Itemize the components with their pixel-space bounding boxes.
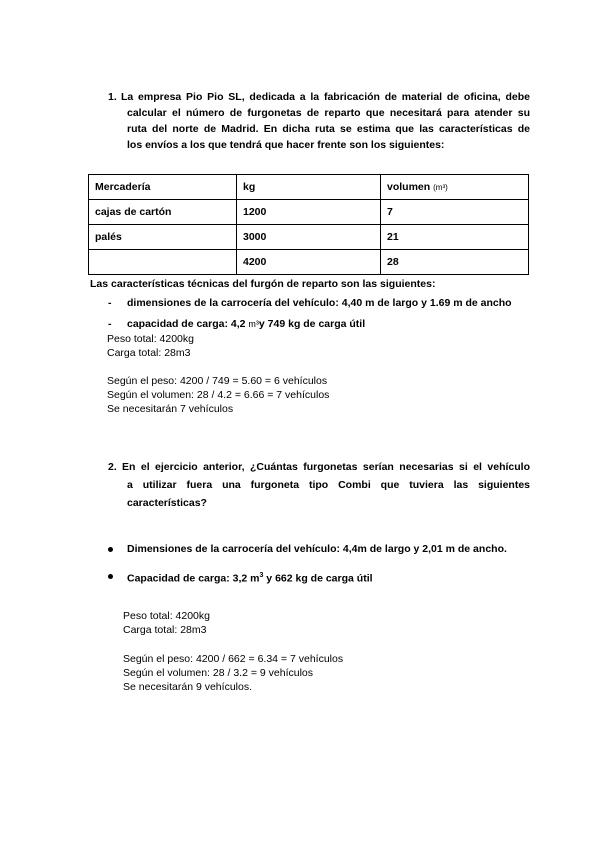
table-cell: 28 (381, 250, 529, 275)
table-cell: 21 (381, 225, 529, 250)
answer-2-segun-volumen: Según el volumen: 28 / 3.2 = 9 vehículos (123, 667, 313, 679)
capacity-text-2: y 749 kg de carga útil (258, 318, 366, 330)
table-row (89, 250, 529, 275)
answer-1-segun-volumen: Según el volumen: 28 / 4.2 = 6.66 = 7 vehículos (107, 389, 330, 401)
dash-bullet: - (108, 297, 112, 309)
answer-2-conclusion: Se necesitarán 9 vehículos. (123, 681, 252, 693)
dash-bullet: - (108, 318, 112, 330)
features-2-item-2 (127, 569, 373, 586)
features-1-item-1: dimensiones de la carrocería del vehículo: 4,40 m de largo y 1.69 m de ancho (127, 297, 512, 309)
table-row (89, 200, 529, 225)
question-1-line-2: calcular el número de furgonetas de reparto que necesitará para atender su (127, 107, 530, 119)
capacity-text: Capacidad de carga: 3,2 m (127, 572, 260, 585)
question-2-number: 2. (108, 461, 117, 473)
shipments-table (88, 174, 529, 275)
table-cell: 3000 (237, 225, 381, 250)
capacity-unit: m³ (248, 319, 259, 329)
question-1-line-1: La empresa Pio Pio SL, dedicada a la fabricación de material de oficina, debe (121, 91, 530, 103)
answer-1-peso-total: Peso total: 4200kg (107, 333, 194, 345)
table-header-cell: kg (237, 175, 381, 200)
volumen-unit: (m³) (433, 183, 448, 192)
answer-1-segun-peso: Según el peso: 4200 / 749 = 5.60 = 6 vehículos (107, 375, 328, 387)
capacity-text-2: y 662 kg de carga útil (263, 572, 373, 585)
question-1-number: 1. (108, 91, 117, 103)
table-header-row (89, 175, 529, 200)
table-cell: 7 (381, 200, 529, 225)
table-cell: 1200 (237, 200, 381, 225)
table-cell: cajas de cartón (89, 200, 237, 225)
features-1-heading: Las características técnicas del furgón de reparto son las siguientes: (90, 278, 436, 290)
bullet-icon (108, 574, 113, 579)
table-header-cell: Mercadería (89, 175, 237, 200)
capacity-text: capacidad de carga: 4,2 (127, 318, 246, 330)
capacity-superscript: 3 (259, 572, 264, 579)
answer-2-carga-total: Carga total: 28m3 (123, 624, 207, 636)
table-cell (89, 250, 237, 275)
answer-2-segun-peso: Según el peso: 4200 / 662 = 6.34 = 7 vehículos (123, 653, 344, 665)
question-1-line-3: ruta del norte de Madrid. En dicha ruta se estima que las características de (127, 123, 530, 135)
features-1-item-2 (127, 317, 365, 331)
question-2-line-3: características? (127, 497, 207, 509)
volumen-label: volumen (387, 181, 431, 193)
features-2-item-1: Dimensiones de la carrocería del vehículo: 4,4m de largo y 2,01 m de ancho. (127, 543, 507, 555)
bullet-icon (108, 547, 113, 552)
question-2-line-2: a utilizar fuera una furgoneta tipo Combi que tuviera las siguientes (127, 479, 530, 491)
table-row (89, 225, 529, 250)
answer-1-conclusion: Se necesitarán 7 vehículos (107, 403, 234, 415)
table-cell: 4200 (237, 250, 381, 275)
table-header-cell (381, 175, 529, 200)
question-2-line-1: En el ejercicio anterior, ¿Cuántas furgonetas serían necesarias si el vehículo (122, 461, 530, 473)
table-cell: palés (89, 225, 237, 250)
answer-2-peso-total: Peso total: 4200kg (123, 610, 210, 622)
question-1-line-4: los envíos a los que tendrá que hacer frente son los siguientes: (127, 139, 445, 151)
answer-1-carga-total: Carga total: 28m3 (107, 347, 191, 359)
